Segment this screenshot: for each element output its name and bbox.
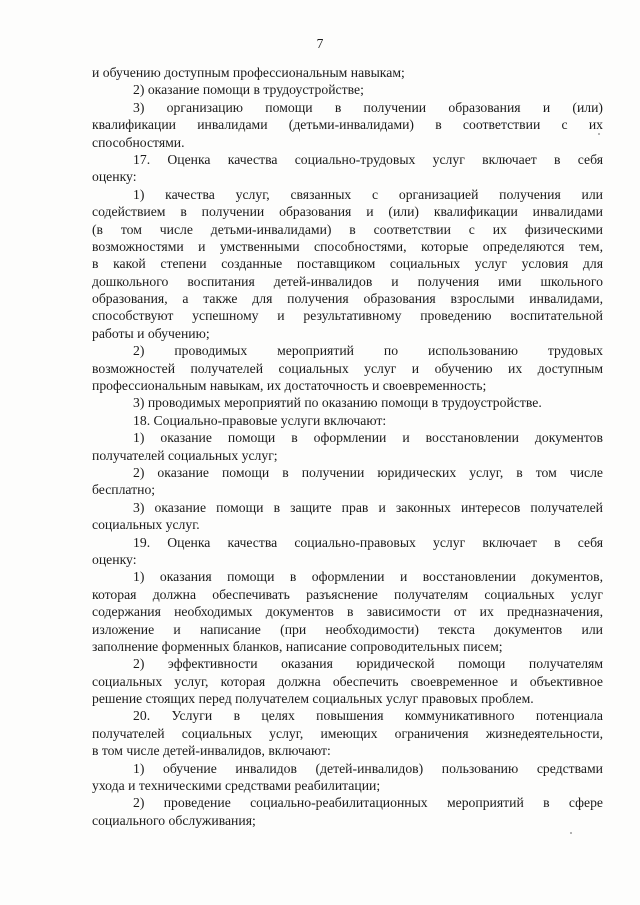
text-line: 1) оказания помощи в оформлении и восстановлении документов, xyxy=(133,569,603,585)
text-line: в какой степени созданные поставщиком социальных услуг условия для xyxy=(92,256,603,272)
text-line: 3) проводимых мероприятий по оказанию помощи в трудоустройстве. xyxy=(133,395,542,411)
text-line: 19. Оценка качества социально-правовых услуг включает в себя xyxy=(133,534,603,550)
scan-speck xyxy=(570,832,572,834)
text-line: содержания необходимых документов в зависимости от их предназначения, xyxy=(92,604,603,620)
text-line: 2) оказание помощи в получении юридических услуг, в том числе xyxy=(133,464,603,480)
text-line: 2) проводимых мероприятий по использованию трудовых xyxy=(133,343,603,359)
text-line: оценку: xyxy=(92,551,137,567)
text-line: социального обслуживания; xyxy=(92,812,256,828)
text-line: профессиональным навыкам, их достаточность и своевременность; xyxy=(92,378,487,394)
text-line: оценку: xyxy=(92,169,137,185)
text-line: 2) эффективности оказания юридической помощи получателям xyxy=(133,656,603,672)
text-line: образования, а также для получения образования взрослыми инвалидами, xyxy=(92,291,603,307)
text-line: возможностями и умственными способностями, которые определяются тем, xyxy=(92,238,603,254)
text-line: и обучению доступным профессиональным навыкам; xyxy=(92,65,405,80)
text-line: содействием в получении образования и (или) квалификации инвалидами xyxy=(92,204,603,220)
text-line: решение стоящих перед получателем социальных услуг правовых проблем. xyxy=(92,691,534,707)
text-line: в том числе детей-инвалидов, включают: xyxy=(92,743,331,759)
text-line: ухода и техническими средствами реабилитации; xyxy=(92,778,381,794)
text-line: 1) оказание помощи в оформлении и восстановлении документов xyxy=(133,430,603,446)
text-line: 17. Оценка качества социально-трудовых услуг включает в себя xyxy=(133,151,603,167)
page-number: 7 xyxy=(316,36,324,51)
text-line: дошкольного воспитания детей-инвалидов и получения ими школьного xyxy=(92,273,603,289)
text-line: 1) качества услуг, связанных с организацией получения или xyxy=(133,186,603,202)
text-line: 3) организацию помощи в получении образования и (или) xyxy=(133,99,603,115)
text-line: способствуют успешному и результативному проведению воспитательной xyxy=(92,308,603,324)
text-line: заполнение форменных бланков, написание сопроводительных писем; xyxy=(92,638,503,654)
text-line: изложение и написание (при необходимости) текста документов или xyxy=(92,621,603,637)
text-line: 1) обучение инвалидов (детей-инвалидов) пользованию средствами xyxy=(133,760,603,776)
text-line: возможностей получателей социальных услуг и обучению их доступным xyxy=(92,360,603,376)
text-line: социальных услуг, которая должна обеспечить своевременное и объективное xyxy=(92,673,603,689)
text-line: 20. Услуги в целях повышения коммуникативного потенциала xyxy=(133,708,603,724)
scan-speck xyxy=(598,133,600,135)
text-line: 18. Социально-правовые услуги включают: xyxy=(133,412,387,428)
text-line: способностями. xyxy=(92,134,185,150)
document-body xyxy=(92,64,603,829)
text-line: 3) оказание помощи в защите прав и законных интересов получателей xyxy=(133,499,603,515)
text-line: получателей социальных услуг; xyxy=(92,447,278,463)
text-line: (в том числе детьми-инвалидами) в соответствии с их физическими xyxy=(92,221,603,237)
text-line: бесплатно; xyxy=(92,482,156,498)
text-line: 2) проведение социально-реабилитационных мероприятий в сфере xyxy=(133,795,603,811)
text-line: получателей социальных услуг, имеющих ограничения жизнедеятельности, xyxy=(92,725,603,741)
text-line: квалификации инвалидами (детьми-инвалидами) в соответствии с их xyxy=(92,117,603,133)
text-line: социальных услуг. xyxy=(92,517,200,533)
text-line: 2) оказание помощи в трудоустройстве; xyxy=(133,82,364,98)
text-line: работы и обучению; xyxy=(92,325,210,341)
text-line: которая должна обеспечивать разъяснение получателям социальных услуг xyxy=(92,586,603,602)
